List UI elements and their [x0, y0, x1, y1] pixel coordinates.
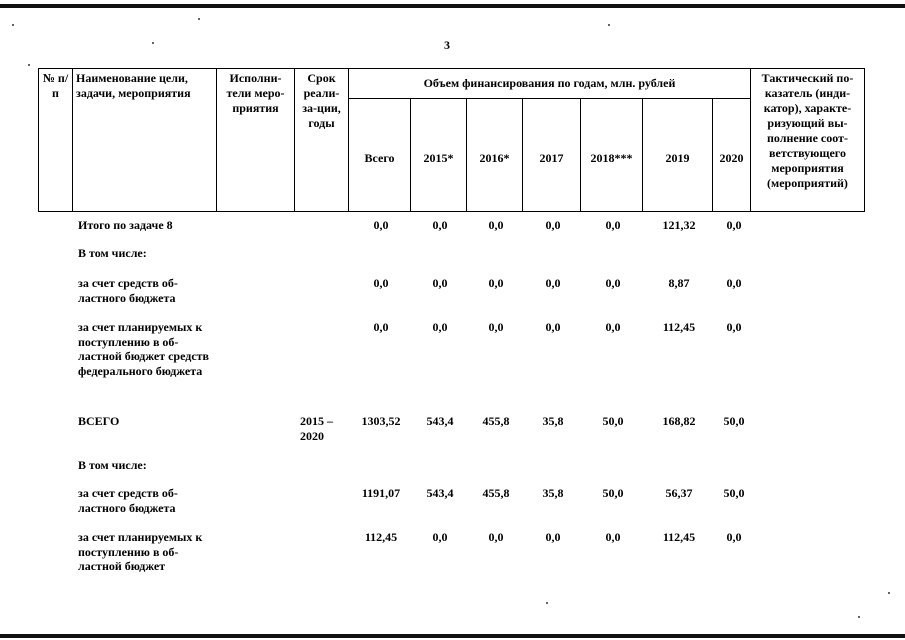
value-2017: 0,0 [545, 276, 561, 290]
value-2015: 0,0 [432, 218, 448, 232]
value-2015: 543,4 [426, 486, 454, 500]
value-2016: 0,0 [488, 530, 504, 544]
value-2019: 112,45 [662, 530, 696, 544]
header-indicator: Тактический по-казатель (инди-катор), характе-ризующий вы-полнение соот-ветствующего мероприятия (мероприятий) [751, 69, 865, 212]
value-2017: 0,0 [545, 320, 561, 334]
value-2015: 0,0 [432, 530, 448, 544]
value-2020: 0,0 [726, 276, 742, 290]
value-total: 1191,07 [361, 486, 401, 500]
value-2015: 0,0 [432, 320, 448, 334]
value-2015: 0,0 [432, 276, 448, 290]
header-year-total: Всего [349, 99, 411, 212]
row-name: за счет планируемых к поступлению в об-ластной бюджет [78, 530, 203, 573]
header-year-2016: 2016* [467, 99, 523, 212]
scan-speck [546, 602, 548, 604]
value-2016: 0,0 [488, 218, 504, 232]
row-name: Итого по задаче 8 [78, 218, 173, 232]
row-term: 2015 – 2020 [300, 414, 333, 443]
header-year-2017: 2017 [523, 99, 581, 212]
value-2020: 50,0 [723, 414, 745, 428]
header-year-2020: 2020 [713, 99, 751, 212]
scan-speck [152, 42, 154, 44]
value-2016: 455,8 [482, 414, 510, 428]
value-2016: 0,0 [488, 276, 504, 290]
value-2019: 8,87 [668, 276, 690, 290]
value-2016: 455,8 [482, 486, 510, 500]
value-2016: 0,0 [488, 320, 504, 334]
value-2017: 35,8 [542, 414, 564, 428]
row-name: В том числе: [78, 246, 147, 260]
scan-speck [12, 24, 14, 26]
value-2018: 0,0 [605, 320, 621, 334]
scan-speck [858, 616, 860, 618]
row-name: за счет средств об-ластного бюджета [78, 486, 178, 515]
value-2019: 56,37 [665, 486, 693, 500]
value-2018: 0,0 [605, 276, 621, 290]
value-2015: 543,4 [426, 414, 454, 428]
scan-speck [608, 24, 610, 26]
row-name: В том числе: [78, 458, 147, 472]
value-total: 112,45 [364, 530, 398, 544]
header-year-2015: 2015* [411, 99, 467, 212]
value-total: 0,0 [373, 276, 389, 290]
value-2018: 0,0 [605, 530, 621, 544]
header-funding: Объем финансирования по годам, млн. рублей [349, 69, 751, 99]
header-number: № п/п [39, 69, 73, 212]
value-total: 0,0 [373, 218, 389, 232]
value-2017: 0,0 [545, 530, 561, 544]
row-name: за счет планируемых к поступлению в об-ластной бюджет средств федерального бюджета [78, 320, 210, 378]
value-2018: 0,0 [605, 218, 621, 232]
header-year-2019: 2019 [643, 99, 713, 212]
value-2020: 0,0 [726, 218, 742, 232]
value-2020: 50,0 [723, 486, 745, 500]
page-number: 3 [444, 38, 450, 52]
header-name: Наименование цели, задачи, мероприятия [73, 69, 217, 212]
header-term: Срок реали-за-ции, годы [295, 69, 349, 212]
value-2018: 50,0 [602, 486, 624, 500]
scan-speck [888, 592, 890, 594]
value-2019: 121,32 [662, 218, 696, 232]
row-name: ВСЕГО [78, 414, 120, 428]
funding-table-header [38, 68, 865, 212]
value-2020: 0,0 [726, 530, 742, 544]
bottom-border-line [0, 634, 905, 638]
scan-speck [198, 18, 200, 20]
scan-speck [28, 64, 30, 66]
value-2017: 35,8 [542, 486, 564, 500]
value-2017: 0,0 [545, 218, 561, 232]
header-year-2018: 2018*** [581, 99, 643, 212]
row-name: за счет средств об-ластного бюджета [78, 276, 178, 305]
value-2019: 168,82 [662, 414, 696, 428]
top-border-line [0, 4, 905, 8]
value-2019: 112,45 [662, 320, 696, 334]
header-executors: Исполни-тели меро-приятия [217, 69, 295, 212]
value-total: 0,0 [373, 320, 389, 334]
value-total: 1303,52 [361, 414, 401, 428]
value-2020: 0,0 [726, 320, 742, 334]
value-2018: 50,0 [602, 414, 624, 428]
